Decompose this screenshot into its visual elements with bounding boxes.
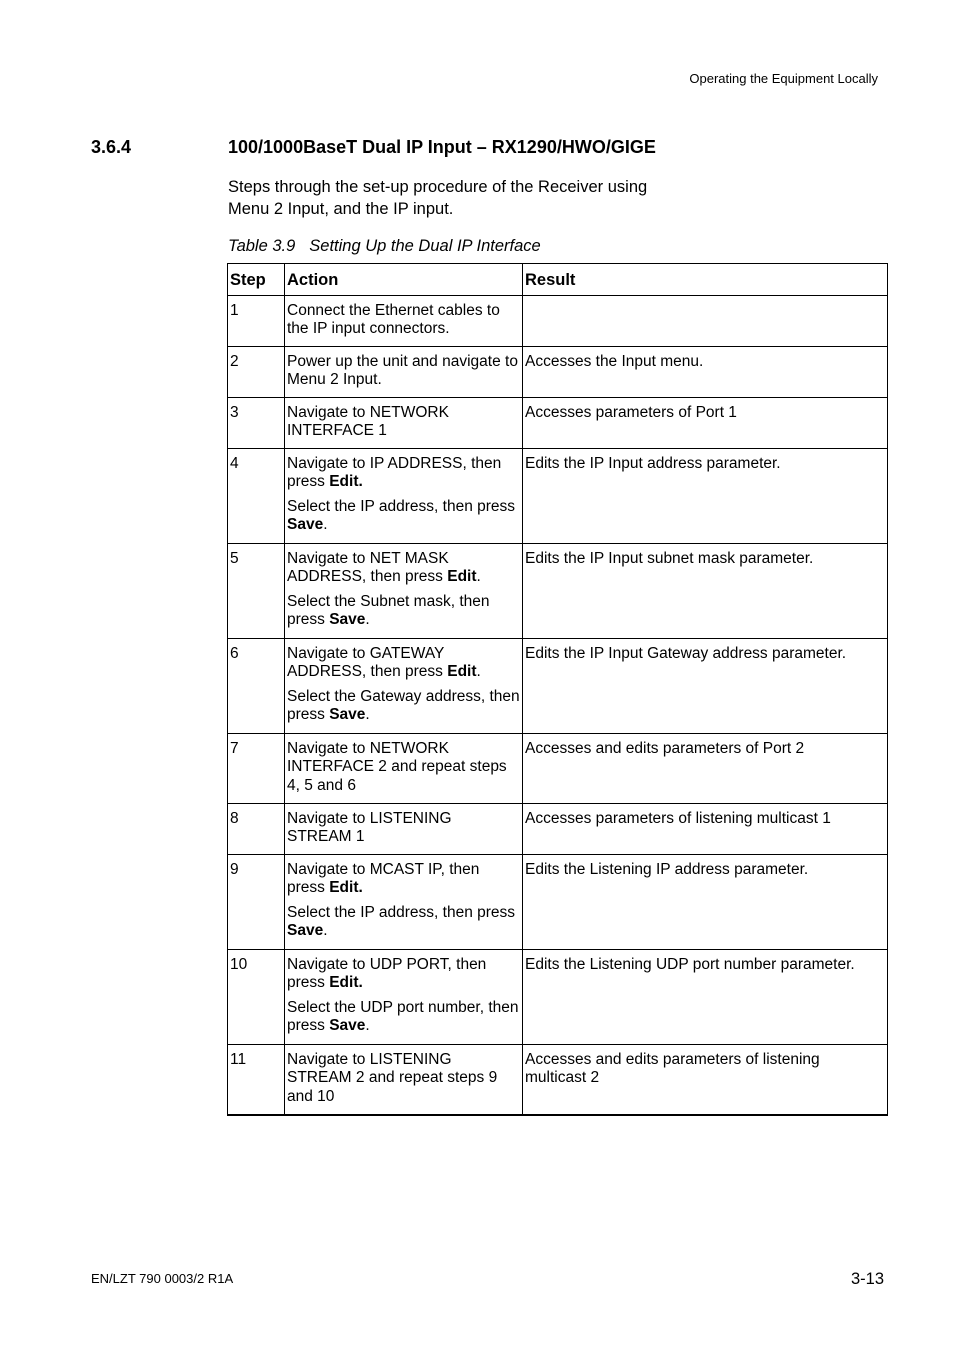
action-cell <box>285 638 523 733</box>
result-cell: Edits the IP Input Gateway address parameter. <box>523 638 888 733</box>
steps-table <box>227 263 888 1116</box>
action-line: Select the IP address, then press Save. <box>287 903 516 939</box>
result-cell <box>523 295 888 346</box>
header-action: Action <box>285 264 523 296</box>
edit-keyword: Edit <box>447 568 477 585</box>
step-cell: 2 <box>228 346 285 397</box>
table-row <box>228 1044 888 1115</box>
section-title: 100/1000BaseT Dual IP Input – RX1290/HWO/GIGE <box>228 137 656 157</box>
step-cell: 1 <box>228 295 285 346</box>
save-keyword: Save <box>287 516 324 533</box>
action-cell: Navigate to LISTENING STREAM 2 and repeat steps 9 and 10 <box>285 1044 523 1115</box>
page-number: 3-13 <box>850 1270 884 1288</box>
action-line: Select the IP address, then press Save. <box>287 497 516 533</box>
step-cell: 11 <box>228 1044 285 1115</box>
intro-line-1: Steps through the set-up procedure of the Receiver using <box>228 178 648 196</box>
table-caption <box>228 237 541 256</box>
action-line: Select the Subnet mask, then press Save. <box>287 592 490 628</box>
intro-paragraph <box>228 177 698 220</box>
action-cell: Navigate to NETWORK INTERFACE 1 <box>285 397 523 448</box>
section-number: 3.6.4 <box>91 137 132 157</box>
result-cell: Edits the IP Input address parameter. <box>523 448 888 543</box>
action-cell: Power up the unit and navigate to Menu 2 Input. <box>285 346 523 397</box>
save-keyword: Save <box>329 1017 366 1034</box>
action-line: Navigate to GATEWAY ADDRESS, then press Edit. <box>287 644 481 680</box>
edit-keyword: Edit. <box>329 879 363 896</box>
table-caption-number: Table 3.9 <box>228 237 296 255</box>
step-cell: 9 <box>228 854 285 949</box>
table-row <box>228 733 888 803</box>
action-line: Navigate to MCAST IP, then press Edit. <box>287 860 480 896</box>
action-cell <box>285 854 523 949</box>
edit-keyword: Edit <box>447 663 477 680</box>
result-cell: Edits the IP Input subnet mask parameter. <box>523 543 888 638</box>
step-cell: 6 <box>228 638 285 733</box>
table-row <box>228 949 888 1044</box>
action-line: Navigate to IP ADDRESS, then press Edit. <box>287 454 502 490</box>
action-line: Select the Gateway address, then press Save. <box>287 687 520 723</box>
table-row <box>228 397 888 448</box>
table-caption-title: Setting Up the Dual IP Interface <box>309 237 541 255</box>
step-cell: 3 <box>228 397 285 448</box>
result-cell: Accesses the Input menu. <box>523 346 888 397</box>
result-cell: Accesses parameters of Port 1 <box>523 397 888 448</box>
action-cell: Connect the Ethernet cables to the IP input connectors. <box>285 295 523 346</box>
header-step: Step <box>228 264 285 296</box>
table-row <box>228 543 888 638</box>
edit-keyword: Edit. <box>329 974 363 991</box>
step-cell: 10 <box>228 949 285 1044</box>
intro-line-2: Menu 2 Input, and the IP input. <box>228 199 454 218</box>
save-keyword: Save <box>329 706 366 723</box>
step-cell: 5 <box>228 543 285 638</box>
save-keyword: Save <box>329 611 366 628</box>
result-cell: Edits the Listening UDP port number parameter. <box>523 949 888 1044</box>
step-cell: 7 <box>228 733 285 803</box>
edit-keyword: Edit. <box>329 473 363 490</box>
table-row <box>228 346 888 397</box>
table-row <box>228 295 888 346</box>
table-row <box>228 638 888 733</box>
action-line: Navigate to UDP PORT, then press Edit. <box>287 955 487 991</box>
running-header: Operating the Equipment Locally <box>689 71 878 86</box>
document-id: EN/LZT 790 0003/2 R1A <box>91 1271 234 1286</box>
save-keyword: Save <box>287 922 324 939</box>
action-cell: Navigate to LISTENING STREAM 1 <box>285 803 523 854</box>
result-cell: Accesses and edits parameters of Port 2 <box>523 733 888 803</box>
result-cell: Accesses parameters of listening multicast 1 <box>523 803 888 854</box>
table-header-row <box>228 264 888 296</box>
table-row <box>228 448 888 543</box>
action-line: Select the UDP port number, then press Save. <box>287 998 519 1034</box>
table-row <box>228 854 888 949</box>
action-cell <box>285 949 523 1044</box>
step-cell: 8 <box>228 803 285 854</box>
action-cell <box>285 448 523 543</box>
result-cell: Accesses and edits parameters of listening multicast 2 <box>523 1044 888 1115</box>
result-cell: Edits the Listening IP address parameter. <box>523 854 888 949</box>
header-result: Result <box>523 264 888 296</box>
table-row <box>228 803 888 854</box>
step-cell: 4 <box>228 448 285 543</box>
action-line: Navigate to NET MASK ADDRESS, then press Edit. <box>287 549 481 585</box>
action-cell: Navigate to NETWORK INTERFACE 2 and repeat steps 4, 5 and 6 <box>285 733 523 803</box>
action-cell <box>285 543 523 638</box>
